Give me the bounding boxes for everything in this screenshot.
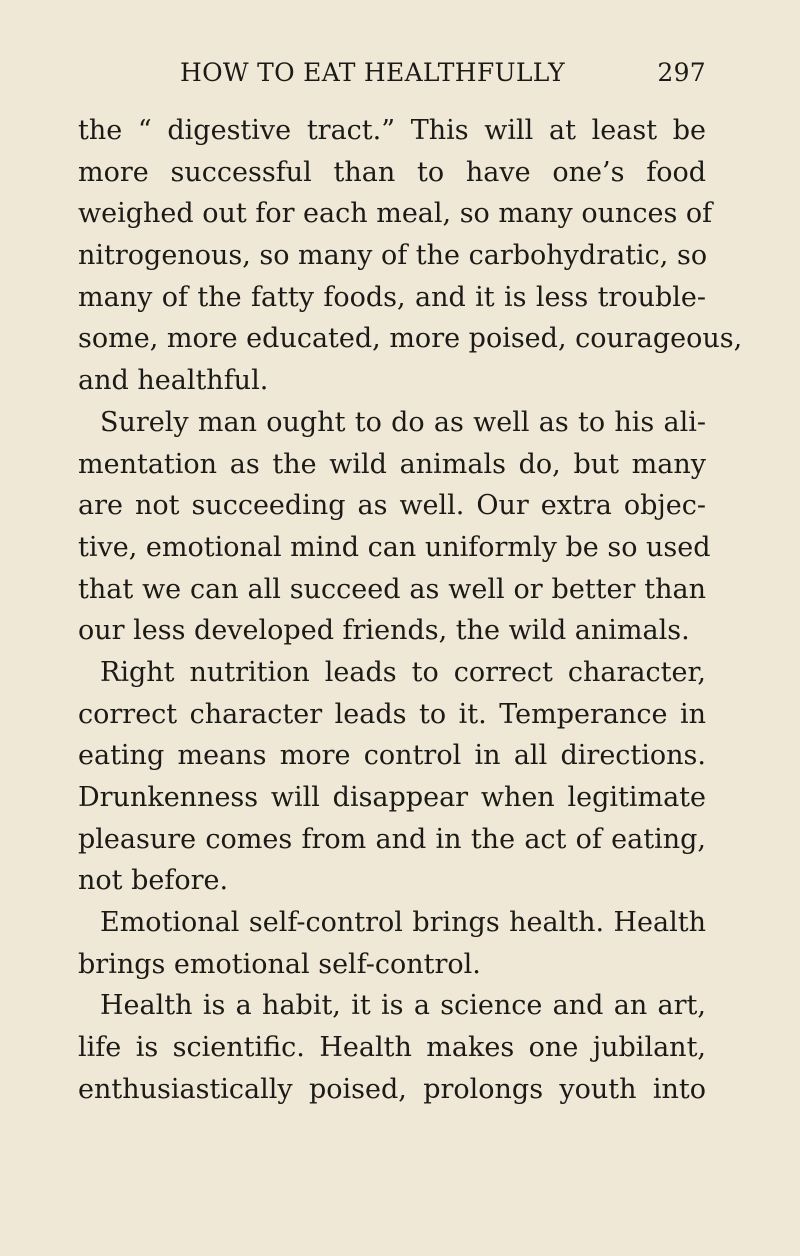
text-line: mentation as the wild animals do, but many <box>78 448 706 480</box>
text-line: that we can all succeed as well or better than <box>78 573 706 605</box>
text-line: Surely man ought to do as well as to his ali- <box>100 406 706 438</box>
text-line: Right nutrition leads to correct character, <box>100 656 706 688</box>
text-line: many of the fatty foods, and it is less trouble- <box>78 281 706 313</box>
running-head-title: HOW TO EAT HEALTHFULLY <box>180 58 565 87</box>
text-line: more successful than to have one’s food <box>78 156 706 188</box>
text-line: and healthful. <box>78 365 269 397</box>
text-line: are not succeeding as well. Our extra objec- <box>78 490 706 522</box>
text-line: enthusiastically poised, prolongs youth into <box>78 1073 706 1105</box>
text-line: tive, emotional mind can uniformly be so used <box>78 531 711 563</box>
text-line: life is scientific. Health makes one jubilant, <box>78 1032 706 1064</box>
page-number: 297 <box>657 58 706 87</box>
text-line: not before. <box>78 865 229 897</box>
text-line: correct character leads to it. Temperance in <box>78 698 706 730</box>
text-line: nitrogenous, so many of the carbohydratic, so <box>78 240 708 272</box>
body-text <box>78 110 743 1111</box>
text-line: some, more educated, more poised, courageous, <box>78 323 743 355</box>
text-line: Drunkenness will disappear when legitimate <box>78 782 706 813</box>
text-line: Emotional self-control brings health. Health <box>100 907 706 939</box>
text-line: eating means more control in all directions. <box>78 740 706 772</box>
text-line: Health is a habit, it is a science and an art, <box>100 990 706 1022</box>
text-line: brings emotional self-control. <box>78 948 481 980</box>
text-line: pleasure comes from and in the act of eating, <box>78 823 706 855</box>
text-line: our less developed friends, the wild animals. <box>78 615 690 647</box>
text-line: weighed out for each meal, so many ounces of <box>78 198 713 230</box>
text-line: the “ digestive tract.” This will at least be <box>78 115 706 146</box>
running-head <box>180 58 706 94</box>
